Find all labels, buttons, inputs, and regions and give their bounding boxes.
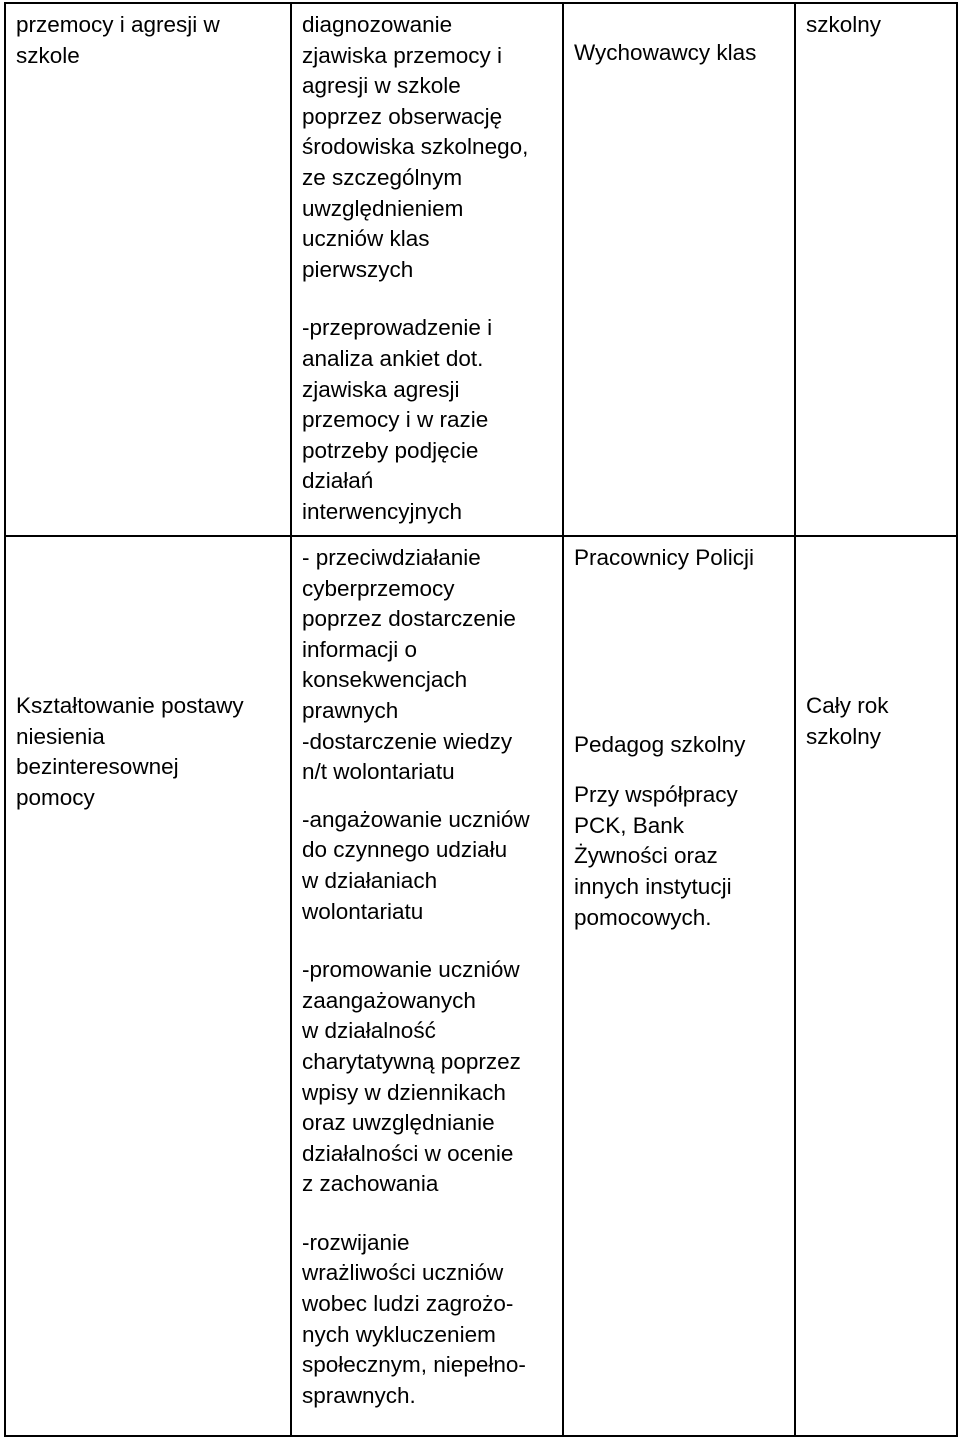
responsible-line: Wychowawcy klas <box>574 40 757 65</box>
responsible-block <box>574 38 784 69</box>
partner-line: Przy współpracy <box>574 782 738 808</box>
task-line: nych wykluczeniem <box>302 1321 496 1347</box>
term-line: Cały rok <box>806 693 889 718</box>
task-paragraph <box>302 1228 552 1412</box>
task-line: działań <box>302 468 374 494</box>
task-line: pierwszych <box>302 256 414 282</box>
task-line: sprawnych. <box>302 1382 416 1408</box>
task-line: zaangażowanych <box>302 987 476 1013</box>
task-line: oraz uwzględnianie <box>302 1110 495 1136</box>
task-line: prawnych <box>302 697 399 723</box>
task-line: analiza ankiet dot. <box>302 345 484 371</box>
task-line: -promowanie uczniów <box>302 957 520 983</box>
topic-line: przemocy i agresji w <box>16 12 220 37</box>
task-paragraph <box>302 543 552 727</box>
tasks-cell <box>291 536 563 1436</box>
task-line: wrażliwości uczniów <box>302 1260 504 1286</box>
topic-cell <box>5 3 291 536</box>
tasks-cell <box>291 3 563 536</box>
responsible-cell <box>563 3 795 536</box>
partner-line: Żywności oraz <box>574 843 718 869</box>
task-line: zjawiska agresji <box>302 376 460 402</box>
term-line: szkolny <box>806 12 882 37</box>
responsible-line: Pracownicy Policji <box>574 545 755 570</box>
task-paragraph <box>302 805 552 927</box>
table-row <box>5 3 957 536</box>
task-line: ze szczególnym <box>302 164 463 190</box>
task-line: uwzględnieniem <box>302 195 464 221</box>
partners-block <box>574 780 784 933</box>
task-line: w działalność <box>302 1018 436 1044</box>
task-line: społecznym, niepełno- <box>302 1352 526 1378</box>
task-line: wpisy w dziennikach <box>302 1079 506 1105</box>
task-line: n/t wolontariatu <box>302 759 455 785</box>
topic-block <box>16 691 280 813</box>
task-line: cyberprzemocy <box>302 575 455 601</box>
responsible-block <box>574 543 784 574</box>
task-line: poprzez dostarczenie <box>302 606 516 632</box>
task-line: w działaniach <box>302 867 438 893</box>
topic-cell <box>5 536 291 1436</box>
program-table <box>4 2 958 1437</box>
task-line: konsekwencjach <box>302 667 468 693</box>
partner-line: innych instytucji <box>574 873 732 899</box>
task-paragraph <box>302 10 552 285</box>
term-cell <box>795 3 957 536</box>
task-line: - przeciwdziałanie <box>302 545 481 570</box>
term-cell <box>795 536 957 1436</box>
task-line: interwencyjnych <box>302 498 463 524</box>
task-paragraph <box>302 955 552 1200</box>
task-line: potrzeby podjęcie <box>302 437 479 463</box>
task-line: -rozwijanie <box>302 1229 410 1255</box>
responsible-line: Pedagog szkolny <box>574 731 746 757</box>
term-line: szkolny <box>806 723 882 749</box>
topic-line: bezinteresownej <box>16 754 179 780</box>
task-line: -angażowanie uczniów <box>302 806 530 832</box>
topic-line: pomocy <box>16 784 95 810</box>
task-line: przemocy i w razie <box>302 407 489 433</box>
partner-line: PCK, Bank <box>574 812 685 838</box>
table-row <box>5 536 957 1436</box>
task-line: z zachowania <box>302 1171 439 1197</box>
responsible-cell <box>563 536 795 1436</box>
partner-line: pomocowych. <box>574 904 712 930</box>
task-line: środowiska szkolnego, <box>302 134 529 160</box>
task-paragraph <box>302 313 552 527</box>
topic-line: niesienia <box>16 723 105 749</box>
task-paragraph <box>302 727 552 788</box>
term-block <box>806 691 946 752</box>
task-line: -przeprowadzenie i <box>302 315 493 341</box>
task-line: charytatywną poprzez <box>302 1048 521 1074</box>
task-line: wobec ludzi zagrożo- <box>302 1291 514 1317</box>
task-line: zjawiska przemocy i <box>302 42 503 68</box>
task-line: działalności w ocenie <box>302 1140 514 1166</box>
task-line: informacji o <box>302 636 418 662</box>
task-line: wolontariatu <box>302 898 424 924</box>
topic-line: szkole <box>16 42 80 68</box>
task-line: -dostarczenie wiedzy <box>302 728 513 754</box>
task-line: do czynnego udziału <box>302 837 508 863</box>
task-line: diagnozowanie <box>302 12 453 37</box>
task-line: poprzez obserwację <box>302 103 503 129</box>
task-line: uczniów klas <box>302 226 430 252</box>
task-line: agresji w szkole <box>302 73 461 99</box>
responsible-block <box>574 730 784 761</box>
topic-line: Kształtowanie postawy <box>16 693 244 718</box>
